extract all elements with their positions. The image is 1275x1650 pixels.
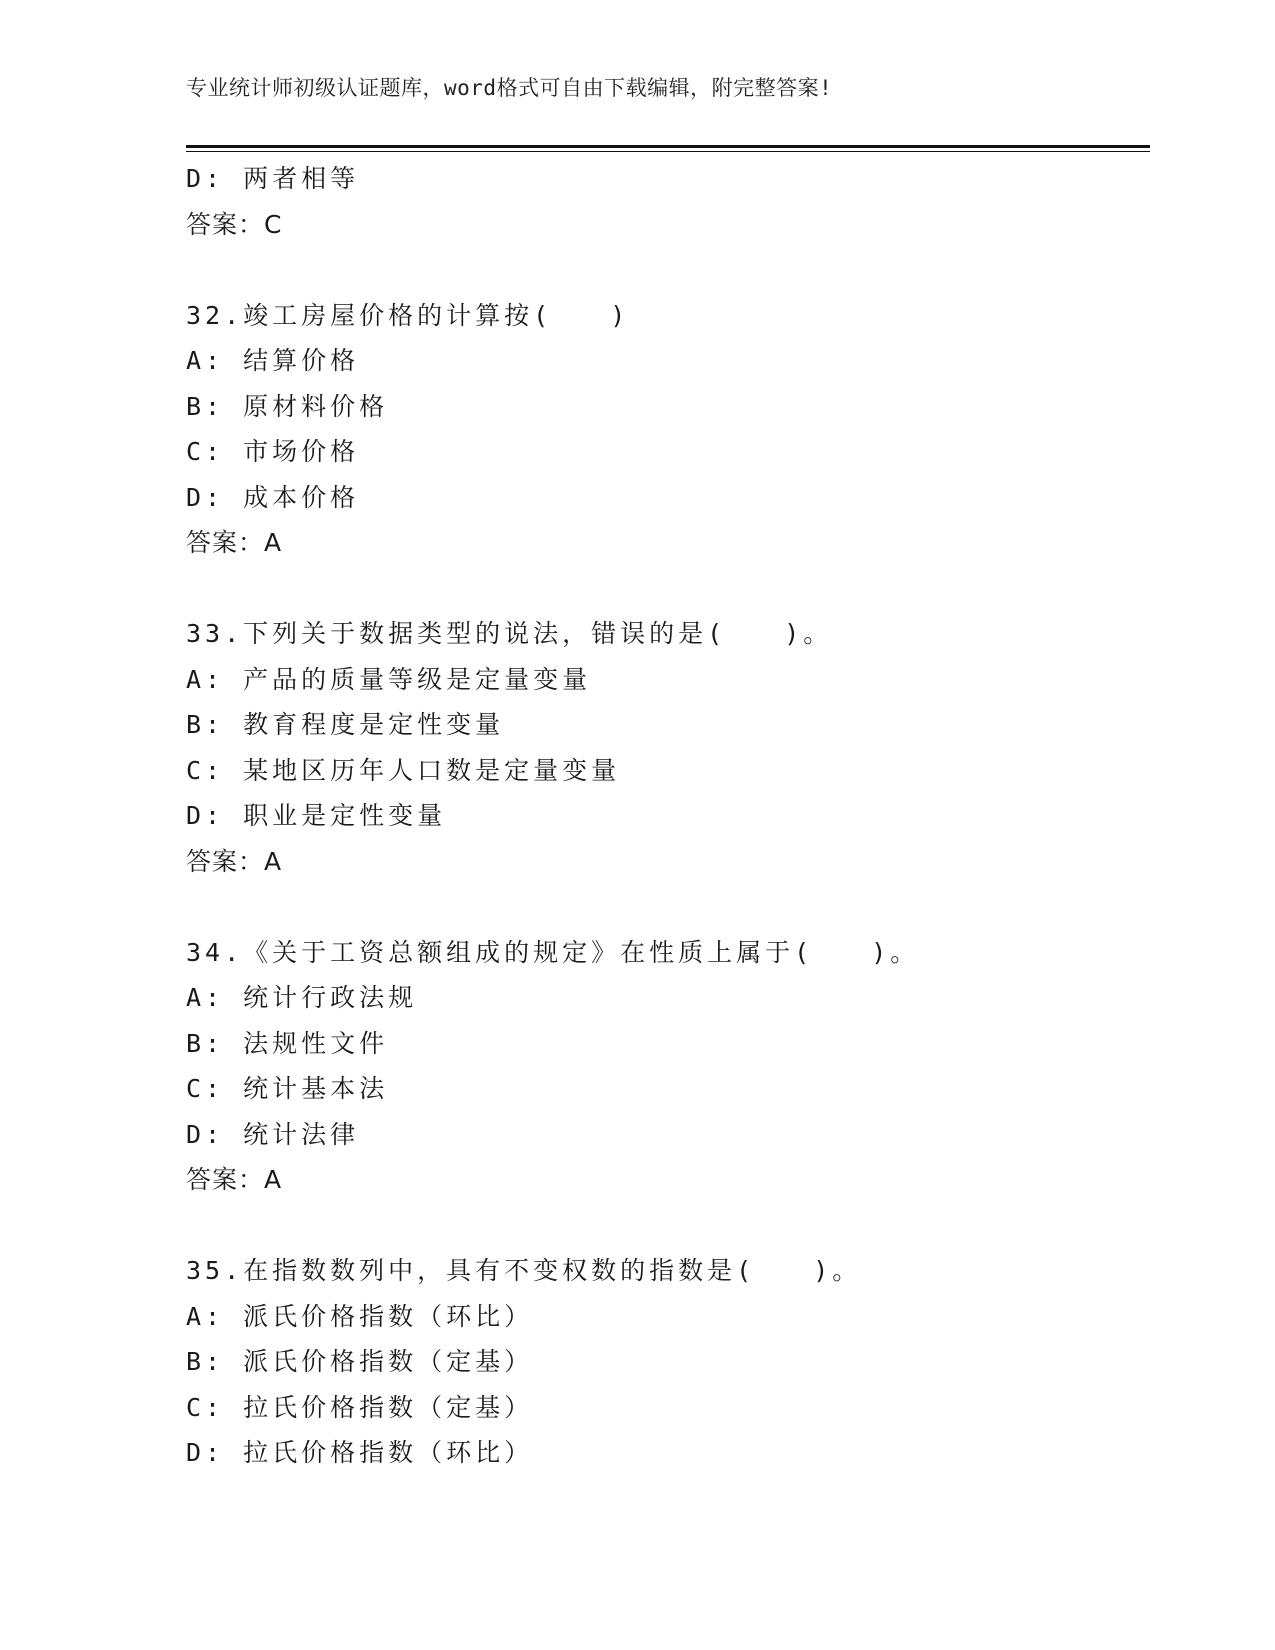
spacer	[186, 884, 1150, 930]
question-34-option-c: C: 统计基本法	[186, 1074, 389, 1103]
question-34-stem: 34.《关于工资总额组成的规定》在性质上属于( )。	[186, 937, 920, 967]
continued-option-d: D: 两者相等	[186, 164, 360, 193]
spacer	[186, 1203, 1150, 1249]
question-34-answer: 答案：A	[186, 1165, 283, 1194]
header-rule-thin	[186, 151, 1150, 152]
question-33-option-d: D: 职业是定性变量	[186, 801, 447, 830]
question-33-option-b: B: 教育程度是定性变量	[186, 710, 505, 739]
page-header: 专业统计师初级认证题库，word格式可自由下载编辑，附完整答案!	[186, 76, 833, 100]
question-32-option-c: C: 市场价格	[186, 437, 360, 466]
question-33-answer: 答案：A	[186, 846, 283, 876]
question-33-stem: 33.下列关于数据类型的说法，错误的是( )。	[186, 619, 833, 648]
question-35-option-d: D: 拉氏价格指数（环比）	[186, 1438, 534, 1467]
question-35-option-a: A: 派氏价格指数（环比）	[186, 1301, 534, 1331]
question-35-option-c: C: 拉氏价格指数（定基）	[186, 1392, 534, 1422]
question-35-option-b: B: 派氏价格指数（定基）	[186, 1347, 534, 1376]
question-content	[186, 156, 1150, 1476]
question-32-option-b: B: 原材料价格	[186, 391, 389, 421]
question-34-option-a: A: 统计行政法规	[186, 983, 418, 1012]
question-34-option-d: D: 统计法律	[186, 1119, 360, 1149]
question-35-stem: 35.在指数数列中，具有不变权数的指数是( )。	[186, 1256, 862, 1285]
question-33-option-a: A: 产品的质量等级是定量变量	[186, 664, 592, 694]
question-32-answer: 答案：A	[186, 528, 283, 557]
question-34-option-b: B: 法规性文件	[186, 1028, 389, 1058]
header-rule-thick	[186, 145, 1150, 148]
question-32-option-a: A: 结算价格	[186, 346, 360, 375]
spacer	[186, 247, 1150, 293]
spacer	[186, 566, 1150, 612]
question-32-stem: 32.竣工房屋价格的计算按( )	[186, 300, 630, 330]
question-33-option-c: C: 某地区历年人口数是定量变量	[186, 755, 621, 785]
continued-answer: 答案：C	[186, 209, 283, 239]
question-32-option-d: D: 成本价格	[186, 482, 360, 512]
